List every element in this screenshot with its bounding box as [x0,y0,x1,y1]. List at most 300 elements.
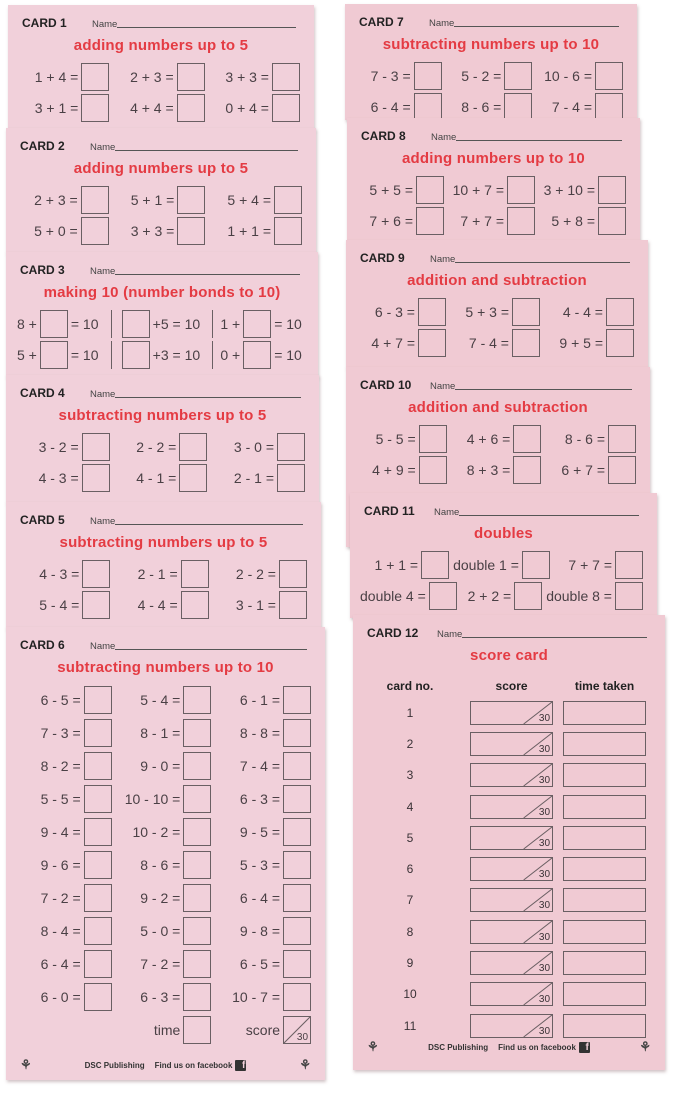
problem-expression: 3 - 1 = [235,596,276,613]
score-box[interactable] [470,920,553,944]
card-no: 3 [406,768,414,783]
answer-box[interactable] [243,341,271,369]
problem [16,560,114,588]
answer-box[interactable] [183,752,211,780]
problem [16,591,114,619]
answer-box[interactable] [507,207,535,235]
problem [113,94,208,122]
problem-row [355,91,627,120]
table-row [371,697,647,728]
card-header [20,636,311,652]
answer-box[interactable] [421,551,449,579]
card-number: CARD 7 [359,15,404,29]
table-row [371,760,647,791]
answer-box[interactable] [183,851,211,879]
problem-grid [357,174,630,236]
answer-box[interactable] [283,950,311,978]
problem-expression: 5 - 3 = [239,856,281,873]
table-row [371,791,647,822]
facebook-link[interactable] [498,1042,590,1053]
answer-box[interactable] [122,310,150,338]
problem-row [16,782,315,815]
problem [116,983,216,1011]
answer-box[interactable] [274,186,302,214]
answer-box[interactable] [84,983,112,1011]
time-taken-box[interactable] [563,920,646,944]
problem [355,93,446,121]
answer-box[interactable] [277,464,305,492]
score-box[interactable] [470,732,553,756]
time-cell [562,826,647,850]
problem-expression: 8 - 6 = [140,856,181,873]
problem-expression: 8 - 2 = [40,757,81,774]
problem [356,456,451,484]
card-header [22,14,300,30]
problem-expression: 5 - 5 = [40,790,81,807]
answer-box[interactable] [283,752,311,780]
problem [116,752,216,780]
card-number: CARD 2 [20,139,65,153]
problem [16,186,113,214]
answer-box[interactable] [418,298,446,326]
name-input-line[interactable] [455,389,632,390]
table-row [371,947,647,978]
card-title: subtracting numbers up to 5 [58,407,267,424]
card-header [20,261,304,277]
answer-box[interactable] [513,456,541,484]
answer-box[interactable] [81,186,109,214]
card-number: CARD 3 [20,263,65,277]
problem-expression: 9 - 4 = [40,823,81,840]
problem-expression: 6 + 7 = [561,461,606,478]
facebook-link[interactable] [155,1060,247,1071]
time-cell [562,732,647,756]
problem-expression: 10 - 10 = [124,790,181,807]
score-cell [215,1016,315,1044]
answer-box[interactable] [595,62,623,90]
problem-expression: 3 + 3 = [130,222,175,239]
answer-box[interactable] [183,785,211,813]
problem [357,176,448,204]
score-box[interactable] [470,857,553,881]
answer-box[interactable] [414,93,442,121]
problem [211,464,309,492]
problem-row [16,683,315,716]
card-9 [346,240,648,368]
answer-box[interactable] [522,551,550,579]
problem [211,433,309,461]
score-box[interactable] [470,795,553,819]
problem-grid [360,549,647,611]
answer-box[interactable] [81,94,109,122]
problem-grid [16,683,315,1046]
name-label: Name [437,629,463,640]
card-title: addition and subtraction [407,272,587,289]
name-input-line[interactable] [454,26,619,27]
time-cell [562,982,647,1006]
card-title: subtracting numbers up to 10 [57,659,274,676]
answer-box[interactable] [615,582,643,610]
score-total: 30 [296,1031,309,1043]
problem [16,686,116,714]
answer-box[interactable] [82,560,110,588]
answer-box[interactable] [84,752,112,780]
card-number: CARD 8 [361,129,406,143]
answer-box[interactable] [84,884,112,912]
score-table [371,675,647,1041]
problem-expression: 0 + 4 = [225,99,269,116]
problem-grid [16,431,309,493]
answer-box[interactable] [416,176,444,204]
time-taken-box[interactable] [563,857,646,881]
name-label: Name [90,389,116,400]
answer-box[interactable] [122,341,150,369]
answer-box[interactable] [514,582,542,610]
name-input-line[interactable] [115,397,301,398]
answer-box[interactable] [615,551,643,579]
table-row [371,1010,647,1041]
score-total: 30 [538,869,551,881]
problem-expression: 4 - 4 = [137,596,178,613]
problem [215,719,315,747]
table-row [371,885,647,916]
answer-box[interactable] [183,950,211,978]
problem [209,186,306,214]
answer-box[interactable] [84,950,112,978]
answer-box[interactable] [283,917,311,945]
problem-expression: 5 + 0 = [34,222,78,239]
card-title: score card [470,647,548,664]
card-title: adding numbers up to 10 [402,150,585,167]
table-row [371,728,647,759]
time-cell [562,763,647,787]
table-row [371,822,647,853]
answer-box[interactable] [418,329,446,357]
answer-box[interactable] [283,686,311,714]
answer-box[interactable] [179,464,207,492]
problem-row [16,914,315,947]
answer-box[interactable] [243,310,271,338]
problem [215,851,315,879]
time-taken-box[interactable] [563,888,646,912]
problem [113,217,210,245]
name-input-line[interactable] [115,524,303,525]
score-cell [469,857,554,881]
problem [215,884,315,912]
problem-expression: double 1 = [453,556,519,573]
name-input-line[interactable] [462,637,647,638]
name-input-line[interactable] [455,262,630,263]
problem-expression: 5 - 0 = [140,922,181,939]
answer-box[interactable] [84,917,112,945]
time-cell [562,1014,647,1038]
answer-box[interactable] [84,818,112,846]
problem-expression: 2 + 3 = [34,191,78,208]
answer-box[interactable] [84,851,112,879]
answer-box[interactable] [177,217,205,245]
problem-expression: 6 - 4 = [370,98,411,115]
problem-row [16,815,315,848]
answer-box[interactable] [419,425,447,453]
answer-box[interactable] [504,93,532,121]
problem-expression: 8 - 1 = [140,724,181,741]
time-cell [562,701,647,725]
card-no: 1 [406,705,414,720]
answer-box[interactable] [82,433,110,461]
score-cell [469,795,554,819]
score-box[interactable] [470,1014,553,1038]
answer-box[interactable] [507,176,535,204]
name-label: Name [429,18,455,29]
score-box[interactable] [470,951,553,975]
problem-expression: 7 - 2 = [140,955,181,972]
card-no: 11 [403,1018,417,1033]
score-total: 30 [538,931,551,943]
answer-box[interactable] [177,94,205,122]
score-cell [469,732,554,756]
problem [544,329,638,357]
problem-row [16,589,311,620]
problem-expression: 9 - 6 = [40,856,81,873]
problem [116,950,216,978]
problem-expression: 2 + 3 = [130,68,174,85]
problem [16,917,116,945]
answer-box[interactable] [82,464,110,492]
answer-box[interactable] [598,207,626,235]
answer-box[interactable] [181,560,209,588]
score-box[interactable] [470,888,553,912]
time-taken-box[interactable] [563,763,646,787]
answer-box[interactable] [606,329,634,357]
time-taken-box[interactable] [563,795,646,819]
answer-box[interactable] [504,62,532,90]
problem-expression: 10 - 2 = [132,823,181,840]
answer-box[interactable] [183,884,211,912]
problem [114,464,212,492]
answer-box[interactable] [277,433,305,461]
score-cell [469,826,554,850]
bond-prefix: 5 + [17,346,37,363]
number-bond [213,310,314,338]
answer-box[interactable] [183,983,211,1011]
column-header: time taken [574,679,635,693]
problem-expression: 4 + 6 = [466,430,511,447]
problem-expression: 9 - 2 = [140,889,181,906]
answer-box[interactable] [608,425,636,453]
name-label: Name [430,381,456,392]
problem [114,591,212,619]
time-taken-box[interactable] [563,1014,646,1038]
name-input-line[interactable] [117,27,296,28]
score-box[interactable] [283,1016,311,1044]
footer-text [85,1060,247,1071]
card-no: 6 [406,862,414,877]
answer-box[interactable] [84,785,112,813]
time-taken-box[interactable] [563,982,646,1006]
answer-box[interactable] [177,63,205,91]
problem [16,884,116,912]
time-taken-box[interactable] [563,732,646,756]
problem-expression: 2 - 2 = [136,438,177,455]
answer-box[interactable] [606,298,634,326]
time-taken-box[interactable] [563,951,646,975]
problem [360,551,453,579]
problem [16,719,116,747]
problem [116,818,216,846]
answer-box[interactable] [598,176,626,204]
answer-box[interactable] [283,983,311,1011]
answer-box[interactable] [512,329,540,357]
problem-expression: 7 - 3 = [40,724,81,741]
score-box[interactable] [470,982,553,1006]
answer-box[interactable] [274,217,302,245]
answer-box[interactable] [279,591,307,619]
answer-box[interactable] [183,686,211,714]
problem-expression: 6 - 4 = [40,955,81,972]
problem-grid [356,423,640,485]
answer-box[interactable] [81,63,109,91]
score-box[interactable] [470,763,553,787]
problem-grid [355,60,627,120]
problem-expression: 10 - 6 = [544,67,593,84]
problem [215,785,315,813]
problem [16,433,114,461]
answer-box[interactable] [40,310,68,338]
problem [453,551,554,579]
answer-box[interactable] [82,591,110,619]
problem-expression: 5 + 8 = [551,212,595,229]
problem-expression: 8 - 6 = [461,98,502,115]
problem-row [16,215,306,246]
problem [539,207,630,235]
answer-box[interactable] [177,186,205,214]
facebook-text: Find us on facebook [154,1060,233,1070]
problem [16,464,114,492]
score-cell [469,951,554,975]
answer-box[interactable] [183,917,211,945]
card-title: subtracting numbers up to 10 [382,36,600,53]
answer-box[interactable] [608,456,636,484]
problem-expression: 9 + 5 = [559,334,603,351]
answer-box[interactable] [416,207,444,235]
answer-box[interactable] [279,560,307,588]
facebook-text: Find us on facebook [498,1042,576,1052]
answer-box[interactable] [512,298,540,326]
answer-box[interactable] [84,686,112,714]
problem-row [16,716,315,749]
answer-box[interactable] [81,217,109,245]
card-number: CARD 1 [22,16,67,30]
card-no: 4 [406,799,414,814]
problem-row [16,947,315,980]
answer-box[interactable] [283,818,311,846]
problem [545,456,640,484]
bond-prefix: 1 + [220,315,241,332]
answer-box[interactable] [40,341,68,369]
problem [546,582,647,610]
answer-box[interactable] [283,884,311,912]
card-7 [345,4,637,120]
card-no: 8 [406,924,414,939]
score-cell [469,701,554,725]
name-input-line[interactable] [459,515,639,516]
number-bond [112,310,214,338]
answer-box[interactable] [181,591,209,619]
card-footer [20,1057,311,1073]
problem-expression: 2 + 2 = [467,587,512,604]
problem [116,851,216,879]
score-box[interactable] [470,701,553,725]
answer-box[interactable] [272,63,300,91]
card-title: making 10 (number bonds to 10) [43,284,281,301]
score-total: 30 [538,963,551,975]
time-taken-box[interactable] [563,701,646,725]
problem-expression: double 8 = [546,587,612,604]
answer-box[interactable] [84,719,112,747]
problem-expression: 5 - 4 = [39,596,80,613]
score-label: score [245,1021,281,1038]
card-2 [6,128,316,253]
answer-box[interactable] [429,582,457,610]
problem-row [357,174,630,205]
footer-text [428,1042,590,1053]
problem [357,207,448,235]
problem [16,950,116,978]
answer-box[interactable] [513,425,541,453]
answer-box[interactable] [595,93,623,121]
problem-expression: 10 - 7 = [232,988,281,1005]
problem [451,425,546,453]
name-input-line[interactable] [456,140,622,141]
name-input-line[interactable] [115,150,298,151]
score-cell [469,888,554,912]
time-box[interactable] [183,1016,211,1044]
answer-box[interactable] [183,818,211,846]
problem-expression: 7 - 3 = [370,67,411,84]
time-cell [562,857,647,881]
name-label: Name [431,132,457,143]
answer-box[interactable] [283,719,311,747]
problem-row [16,881,315,914]
problem [16,217,113,245]
time-cell [562,920,647,944]
answer-box[interactable] [179,433,207,461]
answer-box[interactable] [283,851,311,879]
answer-box[interactable] [419,456,447,484]
answer-box[interactable] [283,785,311,813]
name-label: Name [90,641,116,652]
problem-expression: 7 - 2 = [40,889,81,906]
problem [116,917,216,945]
problem [451,456,546,484]
problem-expression: 6 - 5 = [239,955,281,972]
bond-prefix: 0 + [220,346,241,363]
score-total: 30 [538,806,551,818]
score-box[interactable] [470,826,553,850]
problem-expression: 6 - 0 = [40,988,81,1005]
name-input-line[interactable] [115,649,307,650]
answer-box[interactable] [272,94,300,122]
problem [554,551,647,579]
problem-row [16,184,306,215]
score-cell [469,982,554,1006]
answer-box[interactable] [183,719,211,747]
name-input-line[interactable] [115,274,300,275]
card-12 [353,615,665,1070]
time-taken-box[interactable] [563,826,646,850]
answer-box[interactable] [414,62,442,90]
problem-row [357,205,630,236]
